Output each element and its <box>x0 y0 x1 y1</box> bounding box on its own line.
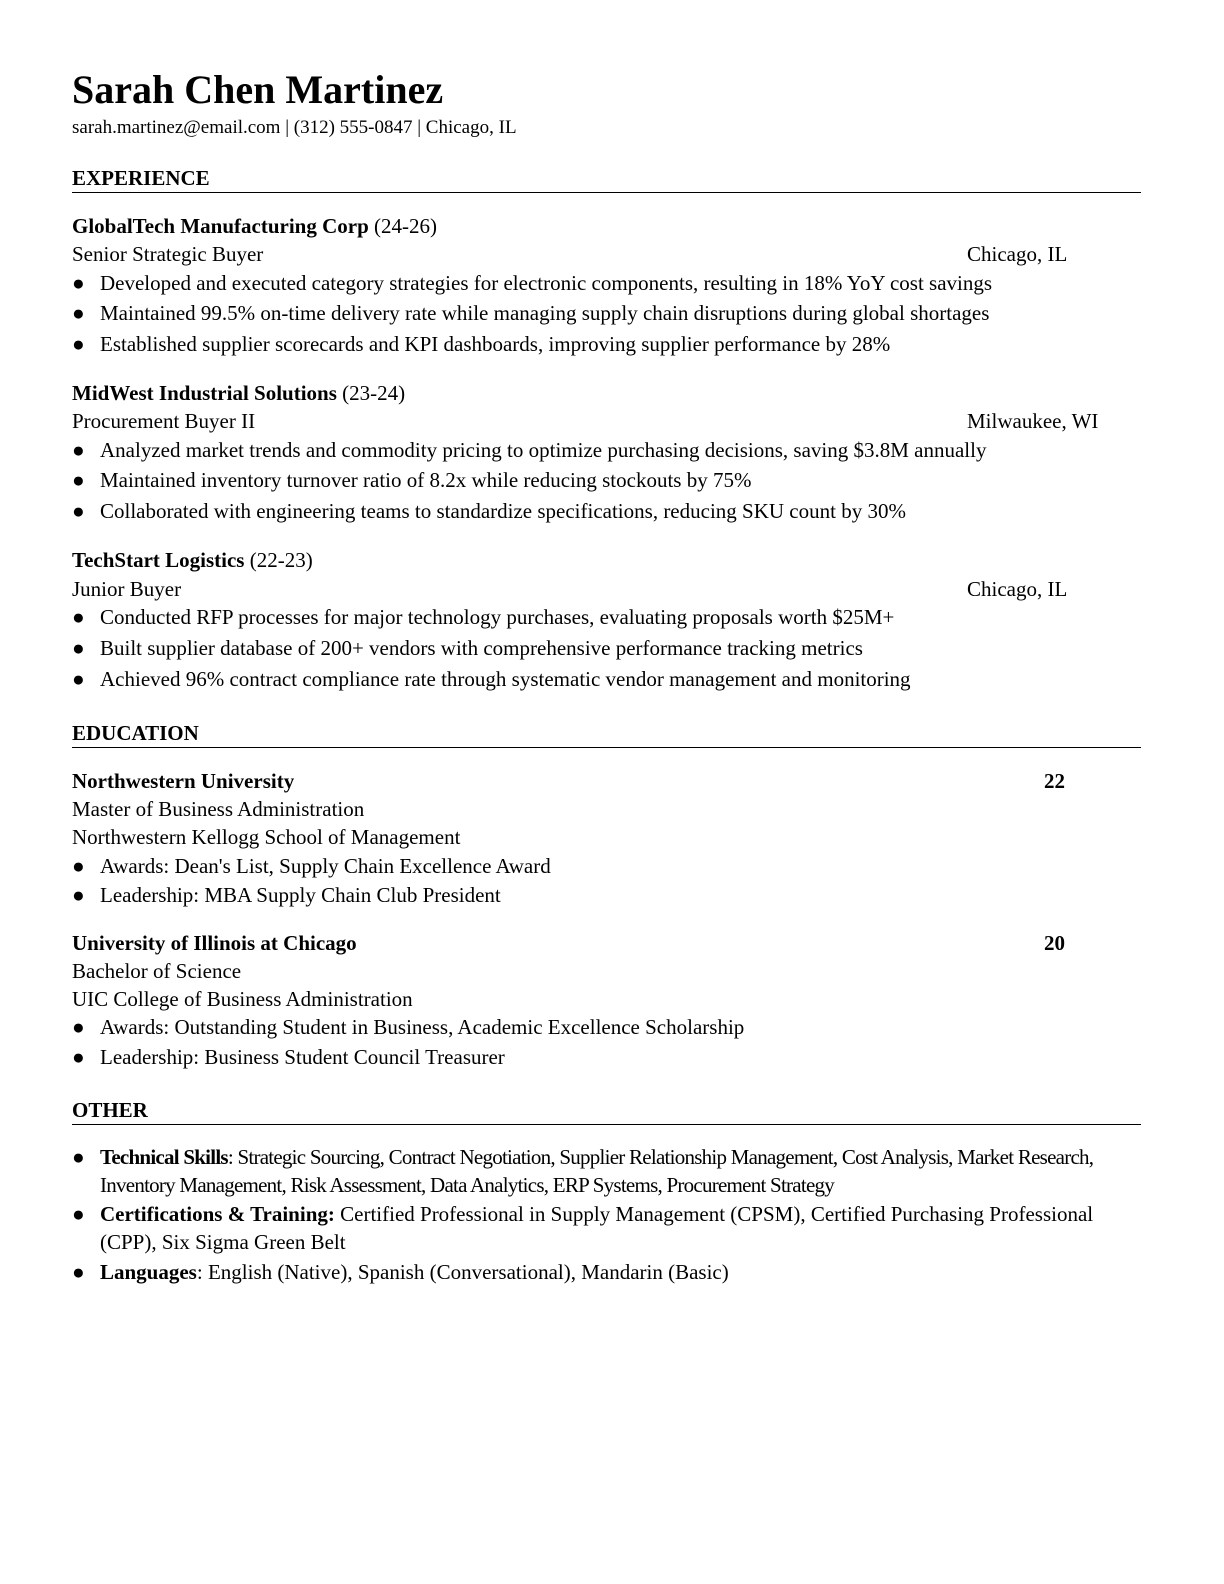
job-header <box>72 212 437 240</box>
list-item: ● Languages: English (Native), Spanish (Conversational), Mandarin (Basic) <box>72 1260 729 1284</box>
job-header <box>72 379 405 407</box>
skill-label: Technical Skills <box>100 1145 228 1169</box>
company-name: MidWest Industrial Solutions <box>72 381 337 405</box>
job-location: Chicago, IL <box>967 242 1068 266</box>
school-college: Northwestern Kellogg School of Management <box>72 825 461 849</box>
skill-label: Certifications & Training: <box>100 1202 335 1226</box>
experience-heading: EXPERIENCE <box>72 164 1141 193</box>
list-item: ● Certifications & Training: Certified Professional in Supply Management (CPSM), Certified Purchasing Professional (CPP), Six Sigma Green Belt <box>72 1202 1094 1254</box>
skill-text: Certified Professional in Supply Management (CPSM), Certified Purchasing Professional (CPP), Six Sigma Green Belt <box>100 1202 1094 1254</box>
job-title: Procurement Buyer II <box>72 409 256 433</box>
skill-label: Languages <box>100 1260 197 1284</box>
list-item: ● Technical Skills: Strategic Sourcing, Contract Negotiation, Supplier Relationship Management, Cost Analysis, Market Research, Inventory Management, Risk Assessment, Data Analytics, ERP Systems, Procurement Strategy <box>72 1145 1094 1197</box>
school-name: Northwestern University <box>72 769 295 793</box>
candidate-name: Sarah Chen Martinez <box>72 67 444 112</box>
degree: Bachelor of Science <box>72 959 242 983</box>
job-years: (23-24) <box>342 381 406 405</box>
other-heading: OTHER <box>72 1096 1141 1125</box>
job-location: Milwaukee, WI <box>967 409 1099 433</box>
job-title: Junior Buyer <box>72 577 182 601</box>
contact-line: sarah.martinez@email.com | (312) 555-0847 | Chicago, IL <box>72 117 517 138</box>
education-heading: EDUCATION <box>72 719 1141 748</box>
school-year: 20 <box>1044 931 1065 955</box>
school-year: 22 <box>1044 769 1065 793</box>
job-years: (24-26) <box>374 214 437 238</box>
company-name: TechStart Logistics <box>72 548 245 572</box>
job-header <box>72 546 313 574</box>
school-college: UIC College of Business Administration <box>72 987 413 1011</box>
school-name: University of Illinois at Chicago <box>72 931 357 955</box>
job-location: Chicago, IL <box>967 577 1068 601</box>
degree: Master of Business Administration <box>72 797 365 821</box>
job-years: (22-23) <box>249 548 313 572</box>
company-name: GlobalTech Manufacturing Corp <box>72 214 369 238</box>
skill-text: Strategic Sourcing, Contract Negotiation, Supplier Relationship Management, Cost Analysis, Market Research, Inventory Management, Risk Assessment, Data Analytics, ERP Systems, Procurement Strategy <box>100 1145 1094 1197</box>
job-title: Senior Strategic Buyer <box>72 242 264 266</box>
skill-text: English (Native), Spanish (Conversational), Mandarin (Basic) <box>202 1260 729 1284</box>
